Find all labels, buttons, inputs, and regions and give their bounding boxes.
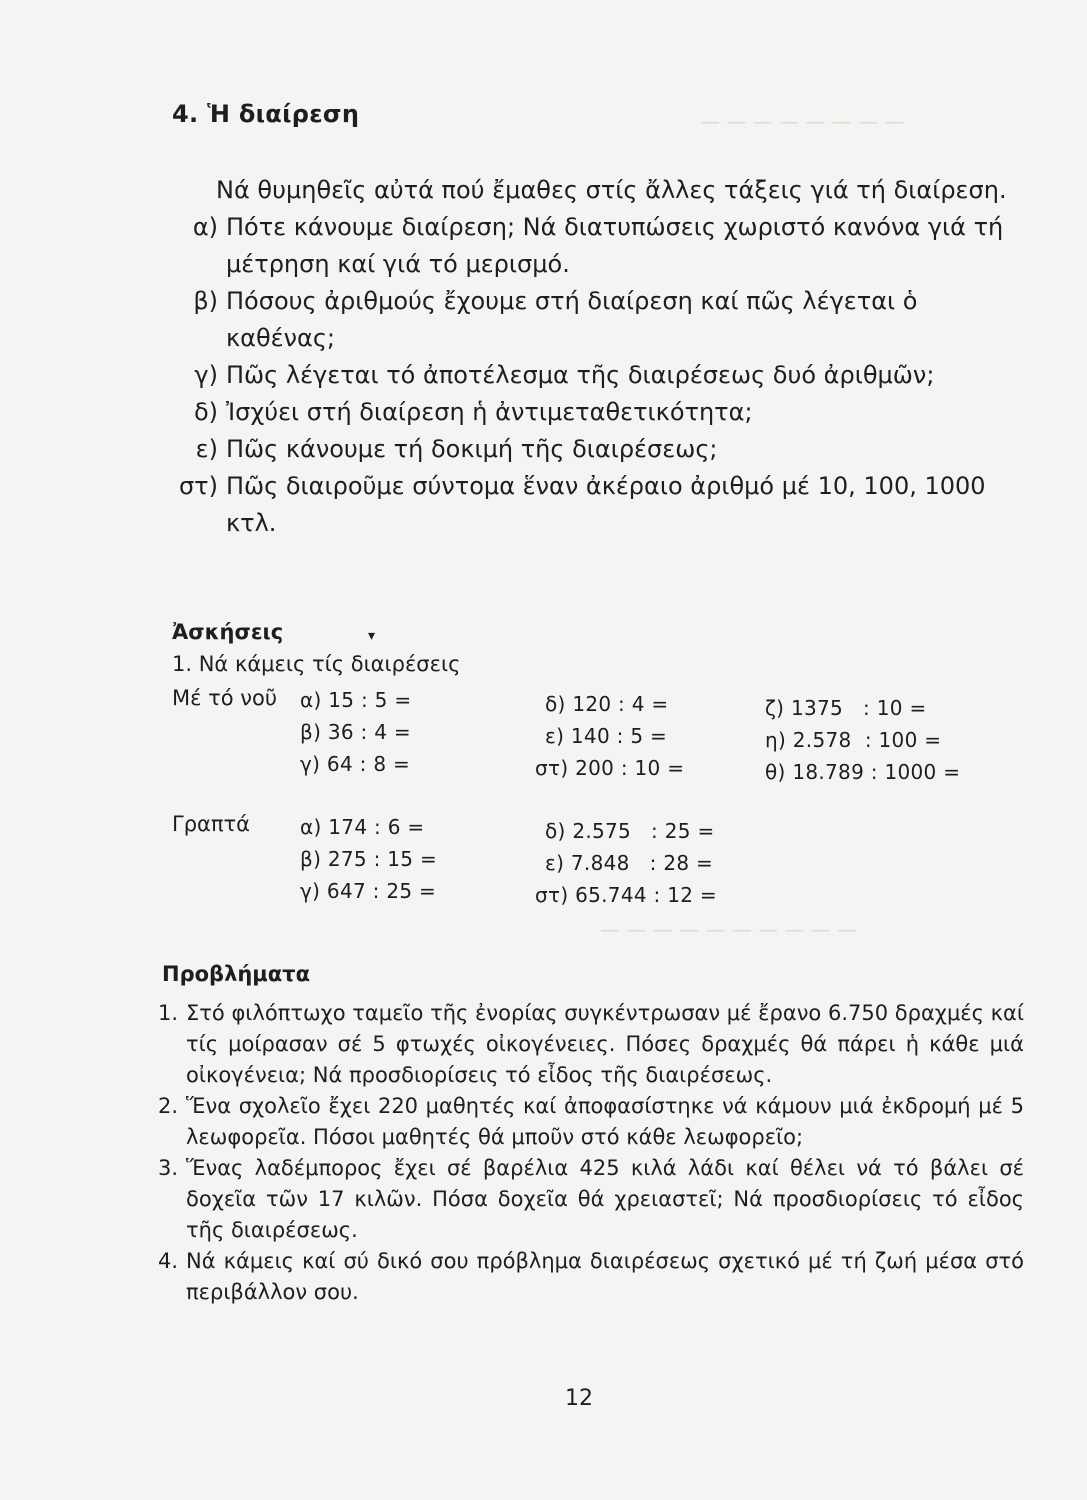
item-label: στ): [535, 756, 569, 780]
question-item: [172, 394, 1022, 431]
exercise-instruction: 1. Νά κάμεις τίς διαιρέσεις: [172, 652, 461, 676]
mental-label: Μέ τό νοῦ: [172, 686, 278, 710]
question-label: ε): [195, 435, 218, 463]
problem-number: 4.: [158, 1249, 179, 1273]
item-expression: 1375 : 10 =: [790, 696, 927, 720]
question-label: στ): [178, 472, 218, 500]
problems-title: Προβλήματα: [162, 962, 311, 986]
item-label: β): [300, 847, 322, 871]
item-label: η): [765, 728, 787, 752]
page-number: 12: [565, 1386, 593, 1411]
item-expression: 15 : 5 =: [328, 688, 412, 712]
bleed-through-decoration: — — — — — — — — — —: [600, 920, 858, 944]
section-heading: Ἡ διαίρεση: [207, 100, 360, 128]
question-item: [172, 283, 1022, 357]
problem-number: 3.: [158, 1156, 179, 1180]
item-label: δ): [545, 692, 566, 716]
problem-item: [158, 998, 1024, 1091]
problem-text: Στό φιλόπτωχο ταμεῖο τῆς ἐνορίας συγκέντρωσαν μέ ἔρανο 6.750 δραχμές καί τίς μοίρασαν σέ 5 φτωχές οἰκογένειες. Πόσες δραχμές θά πάρει ἡ κάθε μιά οἰκογένεια; Νά προσδιορίσεις τό εἶδος τῆς διαιρέσεως.: [186, 1001, 1024, 1087]
problem-number: 1.: [158, 1001, 179, 1025]
ink-mark: ▾: [368, 628, 376, 644]
question-text: Ἰσχύει στή διαίρεση ἡ ἀντιμεταθετικότητα;: [226, 398, 753, 426]
exercise-item: [545, 692, 668, 716]
question-item: [172, 357, 1022, 394]
question-item: [172, 431, 1022, 468]
problem-number: 2.: [158, 1094, 179, 1118]
question-item: [172, 209, 1022, 283]
intro-block: [172, 172, 1022, 542]
intro-text: Νά θυμηθεῖς αὐτά πού ἔμαθες στίς ἄλλες τάξεις γιά τή διαίρεση.: [216, 176, 1007, 204]
item-expression: 174 : 6 =: [328, 815, 425, 839]
exercise-item: [535, 756, 684, 780]
item-expression: 120 : 4 =: [572, 692, 669, 716]
item-expression: 36 : 4 =: [327, 720, 411, 744]
problem-item: [158, 1246, 1024, 1308]
section-number: 4.: [172, 100, 199, 128]
item-label: β): [300, 720, 322, 744]
item-label: γ): [300, 752, 321, 776]
problem-item: [158, 1091, 1024, 1153]
item-label: γ): [300, 879, 321, 903]
problem-text: Ἕνας λαδέμπορος ἔχει σέ βαρέλια 425 κιλά λάδι καί θέλει νά τό βάλει σέ δοχεῖα τῶν 17 κιλῶν. Πόσα δοχεῖα θά χρειαστεῖ; Νά προσδιορίσεις τό εἶδος τῆς διαιρέσεως.: [186, 1156, 1024, 1242]
problem-item: [158, 1153, 1024, 1246]
question-text: Πότε κάνουμε διαίρεση; Νά διατυπώσεις χωριστό κανόνα γιά τή μέτρηση καί γιά τό μερισμό.: [226, 213, 1004, 278]
item-label: στ): [535, 883, 569, 907]
item-expression: 64 : 8 =: [326, 752, 411, 776]
item-expression: 7.848 : 28 =: [570, 851, 714, 875]
exercise-item: [545, 819, 715, 843]
question-label: α): [192, 213, 218, 241]
exercise-item: [535, 883, 717, 907]
review-questions: [172, 209, 1022, 542]
question-item: [172, 468, 1022, 542]
question-text: Πῶς κάνουμε τή δοκιμή τῆς διαιρέσεως;: [226, 435, 718, 463]
exercise-item: [765, 760, 960, 784]
item-label: θ): [765, 760, 786, 784]
item-label: δ): [545, 819, 566, 843]
exercise-item: [545, 724, 667, 748]
question-label: γ): [194, 361, 218, 389]
item-label: ε): [545, 724, 565, 748]
question-text: Πῶς διαιροῦμε σύντομα ἕναν ἀκέραιο ἀριθμό μέ 10, 100, 1000 κτλ.: [226, 472, 986, 537]
question-label: β): [193, 287, 218, 315]
item-expression: 140 : 5 =: [570, 724, 668, 748]
item-expression: 2.578 : 100 =: [792, 728, 942, 752]
bleed-through-decoration: — — — — — — — —: [700, 112, 905, 136]
item-expression: 18.789 : 1000 =: [792, 760, 961, 784]
item-expression: 647 : 25 =: [326, 879, 437, 903]
exercise-item: [300, 879, 436, 903]
exercises-title: Ἀσκήσεις: [172, 620, 284, 644]
item-label: ζ): [765, 696, 785, 720]
problems-list: [158, 998, 1024, 1308]
exercise-item: [765, 696, 927, 720]
question-label: δ): [193, 398, 218, 426]
exercise-item: [300, 688, 411, 712]
exercise-item: [300, 815, 424, 839]
item-expression: 2.575 : 25 =: [572, 819, 715, 843]
question-text: Πῶς λέγεται τό ἀποτέλεσμα τῆς διαιρέσεως δυό ἀριθμῶν;: [226, 361, 935, 389]
item-expression: 65.744 : 12 =: [575, 883, 717, 907]
exercise-item: [765, 728, 941, 752]
problem-text: Ἕνα σχολεῖο ἔχει 220 μαθητές καί ἀποφασίστηκε νά κάμουν μιά ἐκδρομή μέ 5 λεωφορεῖα. Πόσοι μαθητές θά μποῦν στό κάθε λεωφορεῖο;: [186, 1094, 1024, 1149]
section-title: [172, 100, 359, 128]
exercise-item: [545, 851, 713, 875]
written-label: Γραπτά: [172, 812, 251, 836]
item-expression: 200 : 10 =: [575, 756, 685, 780]
exercise-item: [300, 752, 410, 776]
question-text: Πόσους ἀριθμούς ἔχουμε στή διαίρεση καί πῶς λέγεται ὁ καθένας;: [226, 287, 918, 352]
problem-text: Νά κάμεις καί σύ δικό σου πρόβλημα διαιρέσεως σχετικό μέ τή ζωή μέσα στό περιβάλλον σου.: [186, 1249, 1024, 1304]
item-label: α): [300, 815, 322, 839]
item-label: ε): [545, 851, 565, 875]
exercise-item: [300, 720, 411, 744]
exercise-item: [300, 847, 437, 871]
item-expression: 275 : 15 =: [327, 847, 438, 871]
item-label: α): [300, 688, 322, 712]
